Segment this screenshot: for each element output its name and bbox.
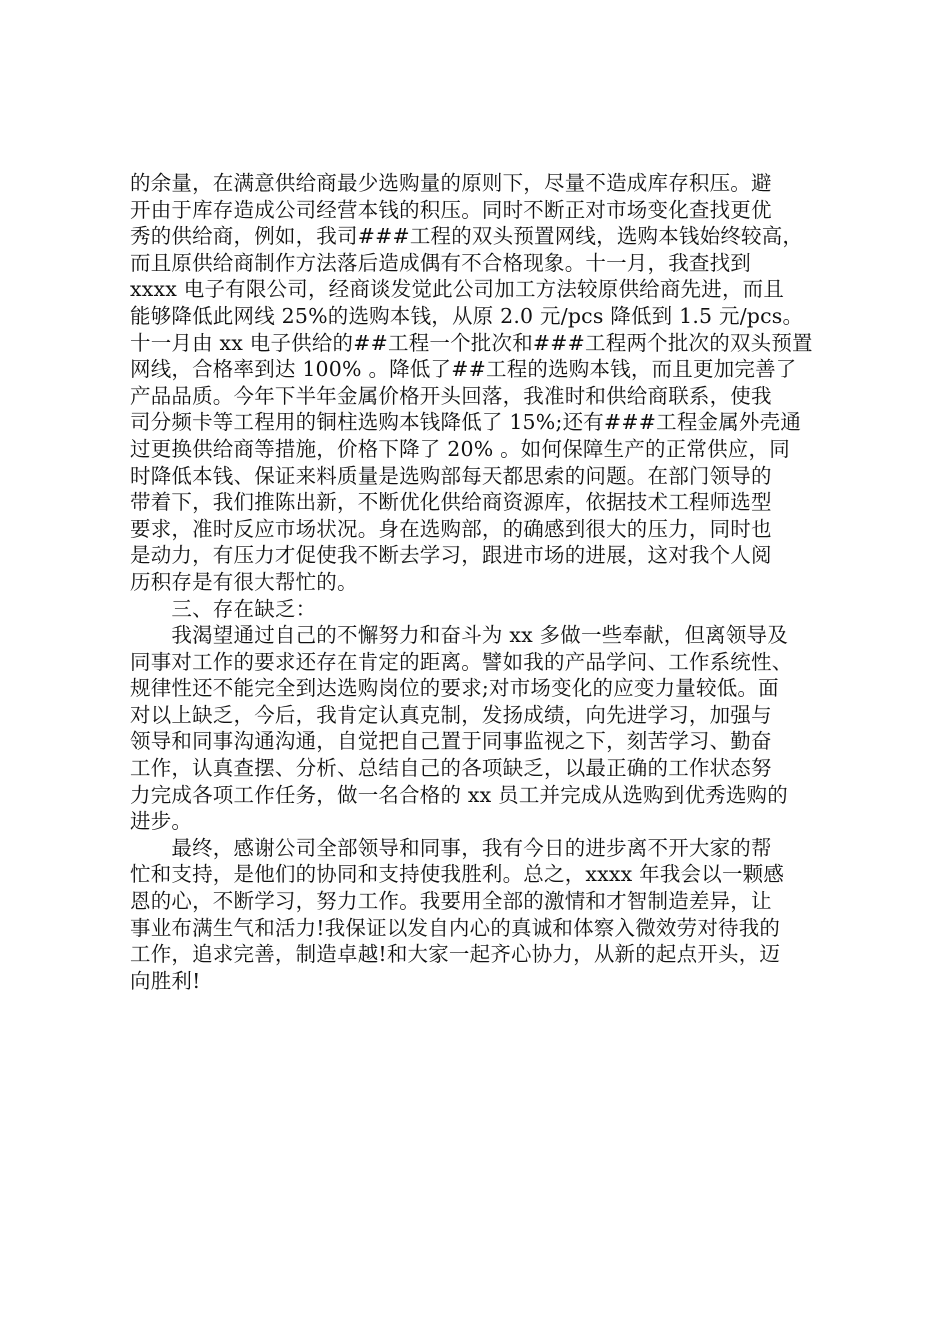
text-line: 能够降低此网线 25%的选购本钱，从原 2.0 元/pcs 降低到 1.5 元/pcs。 xyxy=(130,303,804,328)
text-line: 司分频卡等工程用的铜柱选购本钱降低了 15%;还有###工程金属外壳通 xyxy=(130,410,802,435)
text-line: 时降低本钱、保证来料质量是选购部每天都思索的问题。在部门领导的 xyxy=(130,463,772,488)
text-line: 而且原供给商制作方法落后造成偶有不合格现象。十一月，我查找到 xyxy=(130,250,751,275)
text-line: 向胜利! xyxy=(130,968,201,993)
text-line: 我渴望通过自己的不懈努力和奋斗为 xx 多做一些奉献，但离领导及 xyxy=(130,623,788,648)
text-line: 对以上缺乏，今后，我肯定认真克制，发扬成绩，向先进学习，加强与 xyxy=(130,702,772,727)
text-line: 工作，追求完善，制造卓越!和大家一起齐心协力，从新的起点开头，迈 xyxy=(130,942,781,967)
text-line: 过更换供给商等措施，价格下降了 20% 。如何保障生产的正常供应，同 xyxy=(130,436,790,461)
text-line: 工作，认真查摆、分析、总结自己的各项缺乏，以最正确的工作状态努 xyxy=(130,756,772,781)
text-line: 最终，感谢公司全部领导和同事，我有今日的进步离不开大家的帮 xyxy=(130,835,772,860)
text-line: 事业布满生气和活力!我保证以发自内心的真诚和体察入微效劳对待我的 xyxy=(130,915,781,940)
text-line: 恩的心，不断学习，努力工作。我要用全部的激情和才智制造差异，让 xyxy=(130,889,772,914)
text-line: 力完成各项工作任务，做一名合格的 xx 员工并完成从选购到优秀选购的 xyxy=(130,782,788,807)
text-line: 忙和支持，是他们的协同和支持使我胜利。总之，xxxx 年我会以一颗感 xyxy=(130,862,785,887)
text-line: 是动力，有压力才促使我不断去学习，跟进市场的进展，这对我个人阅 xyxy=(130,543,772,568)
text-line: 历积存是有很大帮忙的。 xyxy=(130,569,358,594)
text-line: 带着下，我们推陈出新，不断优化供给商资源库，依据技术工程师选型 xyxy=(130,490,772,515)
text-line: 要求，准时反应市场状况。身在选购部，的确感到很大的压力，同时也 xyxy=(130,516,772,541)
text-line: 规律性还不能完全到达选购岗位的要求;对市场变化的应变力量较低。面 xyxy=(130,676,779,701)
text-line: 网线，合格率到达 100% 。降低了##工程的选购本钱，而且更加完善了 xyxy=(130,357,797,382)
text-line: 秀的供给商，例如，我司###工程的双头预置网线，选购本钱始终较高， xyxy=(130,224,804,249)
section-heading: 三、存在缺乏： xyxy=(130,596,317,621)
text-line: 领导和同事沟通沟通，自觉把自己置于同事监视之下，刻苦学习、勤奋 xyxy=(130,729,772,754)
text-line: 进步。 xyxy=(130,809,193,834)
text-line: 的余量，在满意供给商最少选购量的原则下，尽量不造成库存积压。避 xyxy=(130,171,772,195)
text-line: 同事对工作的要求还存在肯定的距离。譬如我的产品学问、工作系统性、 xyxy=(130,649,793,674)
text-line: 产品品质。今年下半年金属价格开头回落，我准时和供给商联系，使我 xyxy=(130,383,772,408)
text-line: xxxx 电子有限公司，经商谈发觉此公司加工方法较原供给商先进，而且 xyxy=(130,277,785,302)
document-body xyxy=(130,170,842,994)
text-line: 开由于库存造成公司经营本钱的积压。同时不断正对市场变化查找更优 xyxy=(130,197,772,222)
text-line: 十一月由 xx 电子供给的##工程一个批次和###工程两个批次的双头预置 xyxy=(130,330,813,355)
